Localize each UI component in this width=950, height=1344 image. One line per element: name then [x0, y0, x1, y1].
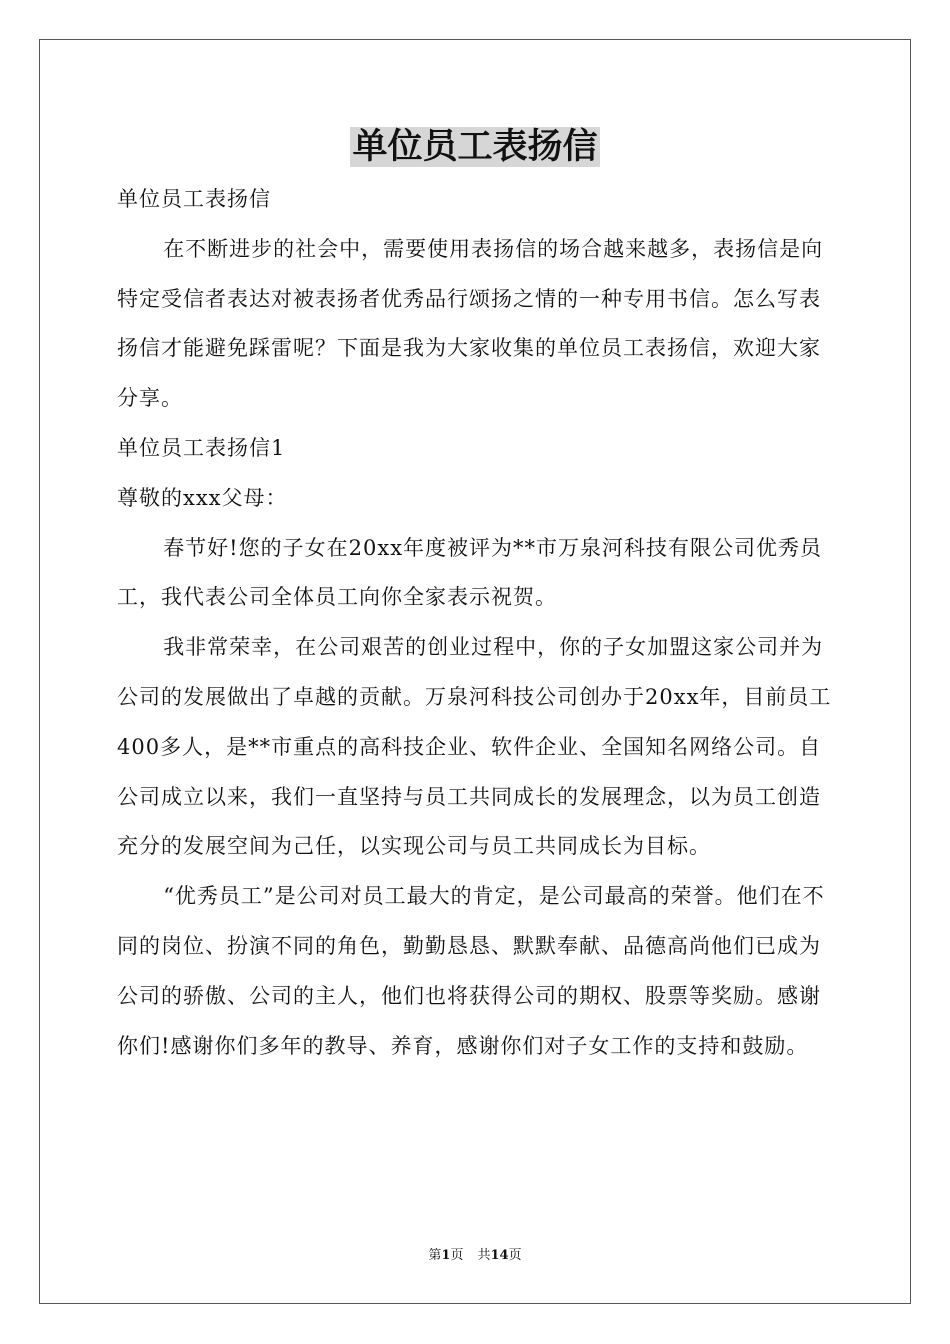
- document-body: [117, 175, 837, 1071]
- paragraph: 我非常荣幸，在公司艰苦的创业过程中，你的子女加盟这家公司并为公司的发展做出了卓越的贡献。万泉河科技公司创办于20xx年，目前员工400多人，是**市重点的高科技企业、软件企业、全国知名网络公司。自公司成立以来，我们一直坚持与员工共同成长的发展理念，以为员工创造充分的发展空间为己任，以实现公司与员工共同成长为目标。: [117, 635, 832, 859]
- document-title: [0, 127, 950, 167]
- paragraph: 尊敬的xxx父母：: [117, 485, 288, 510]
- paragraph: 春节好!您的子女在20xx年度被评为**市万泉河科技有限公司优秀员工，我代表公司全体员工向你全家表示祝贺。: [117, 535, 823, 610]
- document-title-text: 单位员工表扬信: [352, 126, 598, 167]
- paragraph: 单位员工表扬信1: [117, 435, 286, 460]
- paragraph: “优秀员工”是公司对员工最大的肯定，是公司最高的荣誉。他们在不同的岗位、扮演不同的角色，勤勤恳恳、默默奉献、品德高尚他们已成为公司的骄傲、公司的主人，他们也将获得公司的期权、股票等奖励。感谢你们!感谢你们多年的教导、养育，感谢你们对子女工作的支持和鼓励。: [117, 884, 825, 1058]
- page-number: 第1页: [428, 1248, 464, 1263]
- paragraph: 单位员工表扬信: [117, 187, 271, 211]
- page-total: 共14页: [477, 1248, 522, 1263]
- page-footer: [0, 1247, 950, 1265]
- paragraph: 在不断进步的社会中，需要使用表扬信的场合越来越多，表扬信是向特定受信者表达对被表扬者优秀品行颂扬之情的一种专用书信。怎么写表扬信才能避免踩雷呢？下面是我为大家收集的单位员工表扬信，欢迎大家分享。: [117, 236, 824, 411]
